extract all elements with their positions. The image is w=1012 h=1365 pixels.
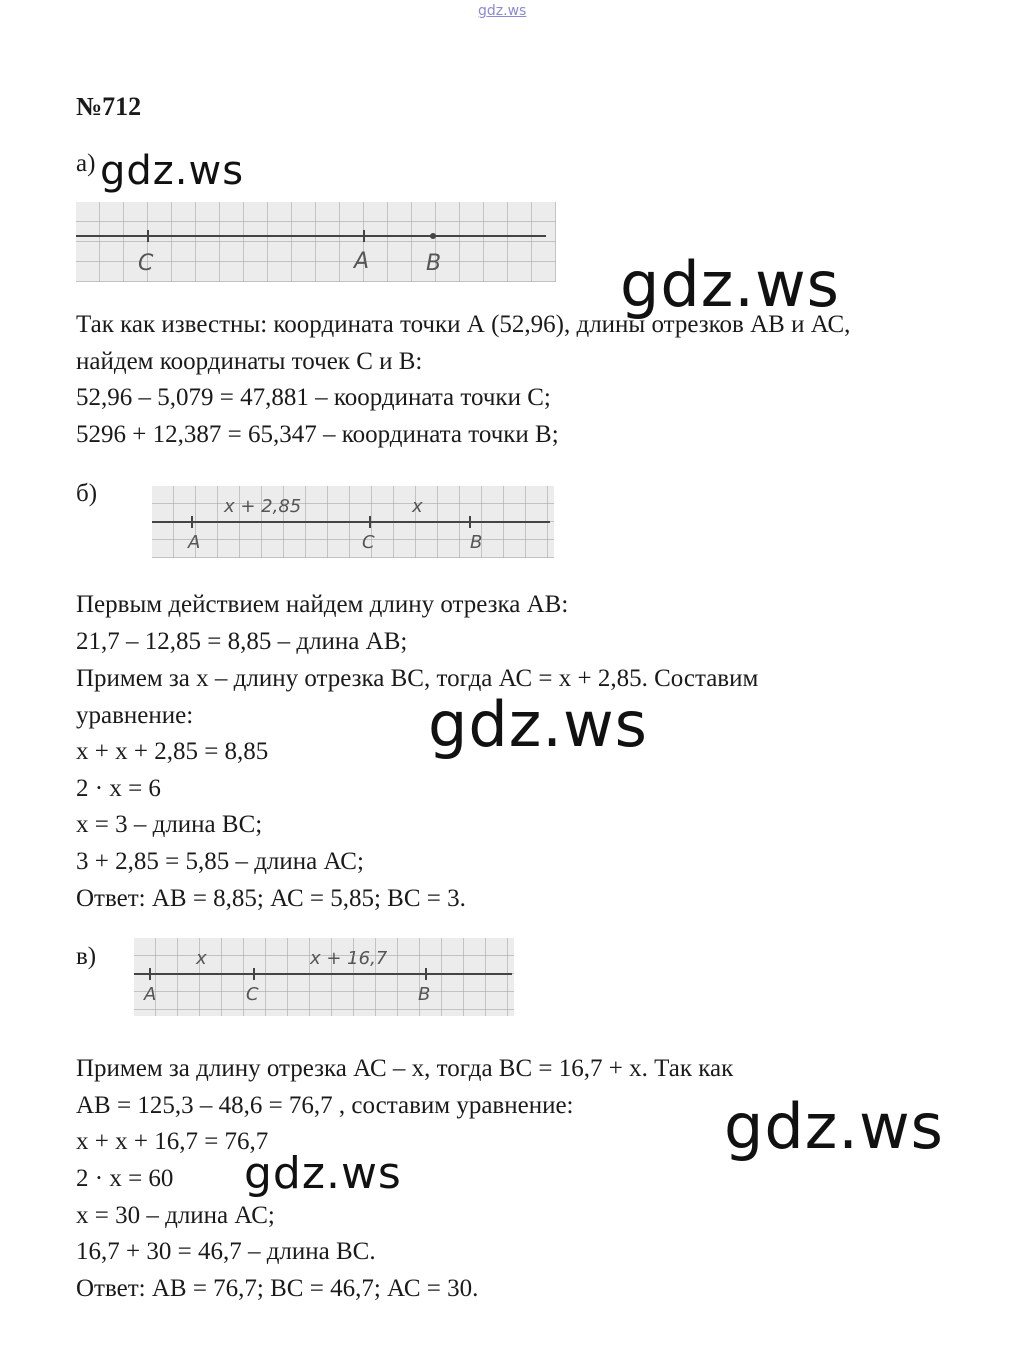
- point-label: C: [246, 984, 259, 1005]
- text-line: 3 + 2,85 = 5,85 – длина АС;: [76, 848, 364, 875]
- site-link[interactable]: gdz.ws: [478, 3, 527, 19]
- text-line: 52,96 – 5,079 = 47,881 – координата точки С;: [76, 384, 551, 411]
- text-line: 5296 + 12,387 = 65,347 – координата точки В;: [76, 421, 559, 448]
- point-label: B: [426, 251, 442, 276]
- part-b-label: б): [76, 480, 98, 507]
- watermark: gdz.ws: [724, 1090, 944, 1163]
- watermark: gdz.ws: [428, 688, 648, 761]
- point-label: A: [144, 984, 157, 1005]
- part-a-label: а): [76, 150, 96, 177]
- text-line: 16,7 + 30 = 46,7 – длина ВС.: [76, 1238, 376, 1265]
- text-line: Ответ: АВ = 76,7; ВС = 46,7; АС = 30.: [76, 1275, 479, 1302]
- text-line: Ответ: АВ = 8,85; АС = 5,85; ВС = 3.: [76, 885, 466, 912]
- text-line: Первым действием найдем длину отрезка АВ:: [76, 591, 569, 618]
- point-label: A: [188, 532, 201, 553]
- text-line: Примем за х – длину отрезка ВС, тогда АС = х + 2,85. Составим: [76, 665, 759, 692]
- segment-label: x + 16,7: [310, 948, 388, 969]
- number-line-sketch-a: [76, 202, 556, 282]
- text-line: АВ = 125,3 – 48,6 = 76,7 , составим уравнение:: [76, 1092, 574, 1119]
- task-number: №712: [76, 92, 142, 121]
- point-label: B: [418, 984, 431, 1005]
- text-line: х = 30 – длина АС;: [76, 1202, 275, 1229]
- segment-label: x: [412, 496, 423, 517]
- text-line: 21,7 – 12,85 = 8,85 – длина АВ;: [76, 628, 408, 655]
- text-line: найдем координаты точек С и В:: [76, 348, 423, 375]
- point-label: A: [354, 249, 370, 274]
- text-line: уравнение:: [76, 702, 194, 729]
- watermark: gdz.ws: [100, 148, 245, 194]
- text-line: х + х + 16,7 = 76,7: [76, 1128, 269, 1155]
- number-line-sketch-b: [152, 486, 554, 558]
- point-label: C: [138, 251, 154, 276]
- watermark: gdz.ws: [620, 248, 840, 321]
- part-c-label: в): [76, 943, 97, 970]
- text-line: х + х + 2,85 = 8,85: [76, 738, 269, 765]
- text-line: Примем за длину отрезка АС – х, тогда ВС = 16,7 + х. Так как: [76, 1055, 734, 1082]
- text-line: х = 3 – длина ВС;: [76, 811, 263, 838]
- point-label: B: [470, 532, 483, 553]
- text-line: 2 · х = 60: [76, 1165, 174, 1192]
- point-label: C: [362, 532, 375, 553]
- segment-label: x: [196, 948, 207, 969]
- text-line: 2 · х = 6: [76, 775, 161, 802]
- number-line-sketch-c: [134, 938, 514, 1016]
- segment-label: x + 2,85: [224, 496, 302, 517]
- text-line: Так как известны: координата точки А (52,96), длины отрезков АВ и АС,: [76, 311, 851, 338]
- watermark: gdz.ws: [244, 1148, 402, 1199]
